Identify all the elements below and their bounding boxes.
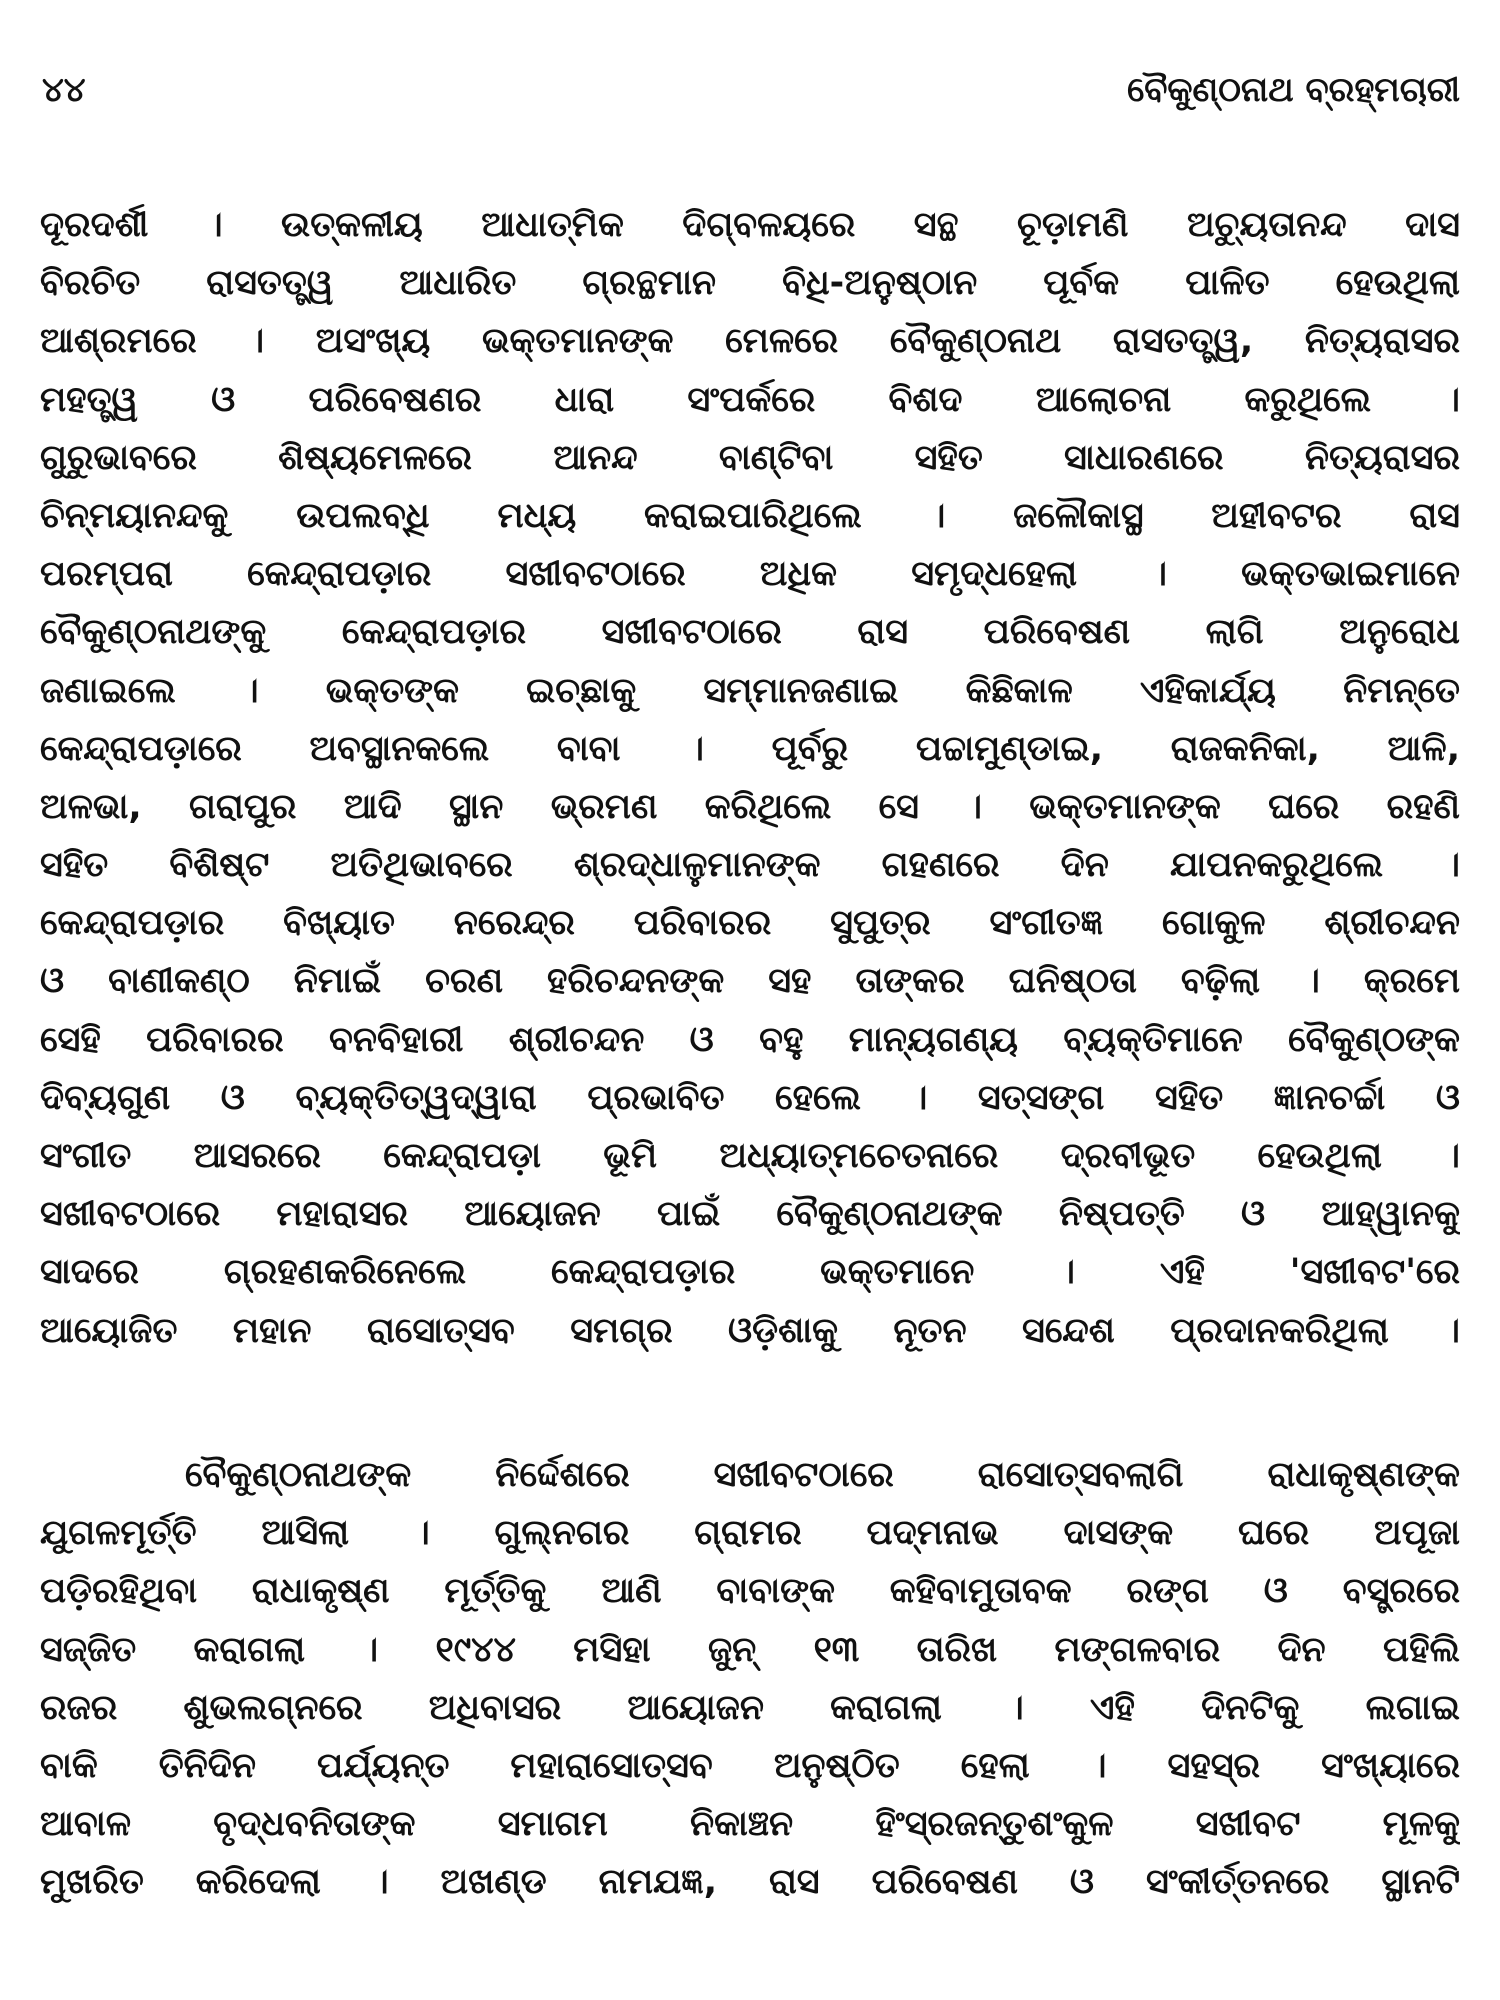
text-line: ସାଦରେ ଗ୍ରହଣକରିନେଲେ କେନ୍ଦ୍ରାପଡ଼ାର ଭକ୍ତମାନେ । ଏହି 'ସଖୀବଟ'ରେ bbox=[40, 1252, 1460, 1293]
paragraph-2 bbox=[40, 1446, 1460, 1912]
text-line: ପରମ୍ପରା କେନ୍ଦ୍ରାପଡ଼ାର ସଖୀବଟଠାରେ ଅଧିକ ସମୃଦ୍ଧହେଲା । ଭକ୍ତଭାଇମାନେ bbox=[40, 554, 1460, 595]
text-line: ସହିତ ବିଶିଷ୍ଟ ଅତିଥିଭାବରେ ଶ୍ରଦ୍ଧାଳୁମାନଙ୍କ ଗହଣରେ ଦିନ ଯାପନକରୁଥିଲେ । bbox=[40, 845, 1460, 886]
text-line: ପଡ଼ିରହିଥିବା ରାଧାକୃଷ୍ଣ ମୂର୍ତ୍ତିକୁ ଆଣି ବାବାଙ୍କ କହିବାମୁତାବକ ରଙ୍ଗ ଓ ବସ୍ତ୍ରରେ bbox=[40, 1571, 1460, 1612]
text-line: ସଖୀବଟଠାରେ ମହାରାସର ଆୟୋଜନ ପାଇଁ ବୈକୁଣ୍ଠନାଥଙ୍କ ନିଷ୍ପତ୍ତି ଓ ଆହ୍ୱାନକୁ bbox=[40, 1194, 1460, 1235]
running-title: ବୈକୁଣ୍ଠନାଥ ବ୍ରହ୍ମଚାରୀ bbox=[1127, 70, 1460, 110]
text-line: ଓ ବାଣୀକଣ୍ଠ ନିମାଇଁ ଚରଣ ହରିଚନ୍ଦନଙ୍କ ସହ ତାଙ୍କର ଘନିଷ୍ଠତା ବଢ଼ିଲା । କ୍ରମେ bbox=[40, 961, 1460, 1002]
text-line: ବୈକୁଣ୍ଠନାଥଙ୍କୁ କେନ୍ଦ୍ରାପଡ଼ାର ସଖୀବଟଠାରେ ରାସ ପରିବେଷଣ ଲାଗି ଅନୁରୋଧ bbox=[40, 612, 1460, 653]
page-header bbox=[42, 70, 1460, 120]
paragraph-1 bbox=[40, 196, 1460, 1360]
text-line: ଚିନ୍ମୟାନନ୍ଦକୁ ଉପଲବ୍ଧି ମଧ୍ୟ କରାଇପାରିଥିଲେ । ଜଳୌକାସ୍ଥ ଅହୀବଟର ରାସ bbox=[40, 495, 1460, 536]
text-line: ଆବାଳ ବୃଦ୍ଧବନିତାଙ୍କ ସମାଗମ ନିକାଞ୍ଚନ ହିଂସ୍ରଜନ୍ତୁଶଂକୁଳ ସଖୀବଟ ମୂଳକୁ bbox=[40, 1804, 1460, 1845]
text-line: ସେହି ପରିବାରର ବନବିହାରୀ ଶ୍ରୀଚନ୍ଦନ ଓ ବହୁ ମାନ୍ୟଗଣ୍ୟ ବ୍ୟକ୍ତିମାନେ ବୈକୁଣ୍ଠଙ୍କ bbox=[40, 1019, 1460, 1060]
text-line: ବାକି ତିନିଦିନ ପର୍ଯ୍ୟନ୍ତ ମହାରାସୋତ୍ସବ ଅନୁଷ୍ଠିତ ହେଲା । ସହସ୍ର ସଂଖ୍ୟାରେ bbox=[40, 1745, 1460, 1786]
text-line: ରଜର ଶୁଭଲଗ୍ନରେ ଅଧିବାସର ଆୟୋଜନ କରାଗଲା । ଏହି ଦିନଟିକୁ ଲଗାଇ bbox=[40, 1687, 1460, 1728]
page-number: ୪୪ bbox=[42, 70, 86, 110]
text-line: ଦିବ୍ୟଗୁଣ ଓ ବ୍ୟକ୍ତିତ୍ୱଦ୍ୱାରା ପ୍ରଭାବିତ ହେଲେ । ସତ୍‌ସଙ୍ଗ ସହିତ ଜ୍ଞାନଚର୍ଚ୍ଚା ଓ bbox=[40, 1077, 1460, 1118]
text-line: ଅଳଭା, ଗରାପୁର ଆଦି ସ୍ଥାନ ଭ୍ରମଣ କରିଥିଲେ ସେ । ଭକ୍ତମାନଙ୍କ ଘରେ ରହଣି bbox=[40, 786, 1460, 827]
text-line: ମହତ୍ତ୍ୱ ଓ ପରିବେଷଣର ଧାରା ସଂପର୍କରେ ବିଶଦ ଆଲୋଚନା କରୁଥିଲେ । bbox=[40, 379, 1460, 420]
text-line: ଗୁରୁଭାବରେ ଶିଷ୍ୟମେଳରେ ଆନନ୍ଦ ବାଣ୍ଟିବା ସହିତ ସାଧାରଣରେ ନିତ୍ୟରାସର bbox=[40, 437, 1460, 478]
text-line: ଆୟୋଜିତ ମହାନ ରାସୋତ୍ସବ ସମଗ୍ର ଓଡ଼ିଶାକୁ ନୂତନ ସନ୍ଦେଶ ପ୍ରଦାନକରିଥିଲା । bbox=[40, 1310, 1460, 1351]
text-line: ମୁଖରିତ କରିଦେଲା । ଅଖଣ୍ଡ ନାମଯଜ୍ଞ, ରାସ ପରିବେଷଣ ଓ ସଂକୀର୍ତ୍ତନରେ ସ୍ଥାନଟି bbox=[40, 1862, 1460, 1903]
text-line: ସଜ୍ଜିତ କରାଗଲା । ୧୯୪୪ ମସିହା ଜୁନ୍ ୧୩ ତାରିଖ ମଙ୍ଗଳବାର ଦିନ ପହିଲି bbox=[40, 1629, 1460, 1670]
text-line: ଆଶ୍ରମରେ । ଅସଂଖ୍ୟ ଭକ୍ତମାନଙ୍କ ମେଳରେ ବୈକୁଣ୍ଠନାଥ ରାସତତ୍ତ୍ୱ, ନିତ୍ୟରାସର bbox=[40, 321, 1460, 362]
text-line: ଜଣାଇଲେ । ଭକ୍ତଙ୍କ ଇଚ୍ଛାକୁ ସମ୍ମାନଜଣାଇ କିଛିକାଳ ଏହିକାର୍ଯ୍ୟ ନିମନ୍ତେ bbox=[40, 670, 1460, 711]
text-line: ବୈକୁଣ୍ଠନାଥଙ୍କ ନିର୍ଦ୍ଦେଶରେ ସଖୀବଟଠାରେ ରାସୋତ୍ସବଲାଗି ରାଧାକୃଷ୍ଣଙ୍କ bbox=[185, 1455, 1460, 1495]
text-line: କେନ୍ଦ୍ରାପଡ଼ାରେ ଅବସ୍ଥାନକଲେ ବାବା । ପୂର୍ବରୁ ପଚ୍ଚାମୁଣ୍ଡାଇ, ରାଜକନିକା, ଆଳି, bbox=[40, 728, 1460, 769]
text-line: ବିରଚିତ ରାସତତ୍ତ୍ୱ ଆଧାରିତ ଗ୍ରନ୍ଥମାନ ବିଧି-ଅନୁଷ୍ଠାନ ପୂର୍ବକ ପାଳିତ ହେଉଥିଲା bbox=[40, 263, 1460, 304]
text-line: ସଂଗୀତ ଆସରରେ କେନ୍ଦ୍ରାପଡ଼ା ଭୂମି ଅଧ୍ୟାତ୍ମଚେତନାରେ ଦ୍ରବୀଭୂତ ହେଉଥିଲା । bbox=[40, 1136, 1460, 1176]
text-line: କେନ୍ଦ୍ରାପଡ଼ାର ବିଖ୍ୟାତ ନରେନ୍ଦ୍ର ପରିବାରର ସୁପୁତ୍ର ସଂଗୀତଜ୍ଞ ଗୋକୁଳ ଶ୍ରୀଚନ୍ଦନ bbox=[40, 903, 1460, 944]
text-line: ଦୂରଦର୍ଶୀ । ଉତ୍କଳୀୟ ଆଧାତ୍ମିକ ଦିଗ୍‌ବଳୟରେ ସନ୍ଥ ଚୂଡ଼ାମଣି ଅଚ୍ୟୁତାନନ୍ଦ ଦାସ bbox=[40, 205, 1460, 245]
text-line: ଯୁଗଳମୂର୍ତ୍ତି ଆସିଲା । ଗୁଲ୍‌ନଗର ଗ୍ରାମର ପଦ୍ମନାଭ ଦାସଙ୍କ ଘରେ ଅପୂଜା bbox=[40, 1513, 1460, 1554]
